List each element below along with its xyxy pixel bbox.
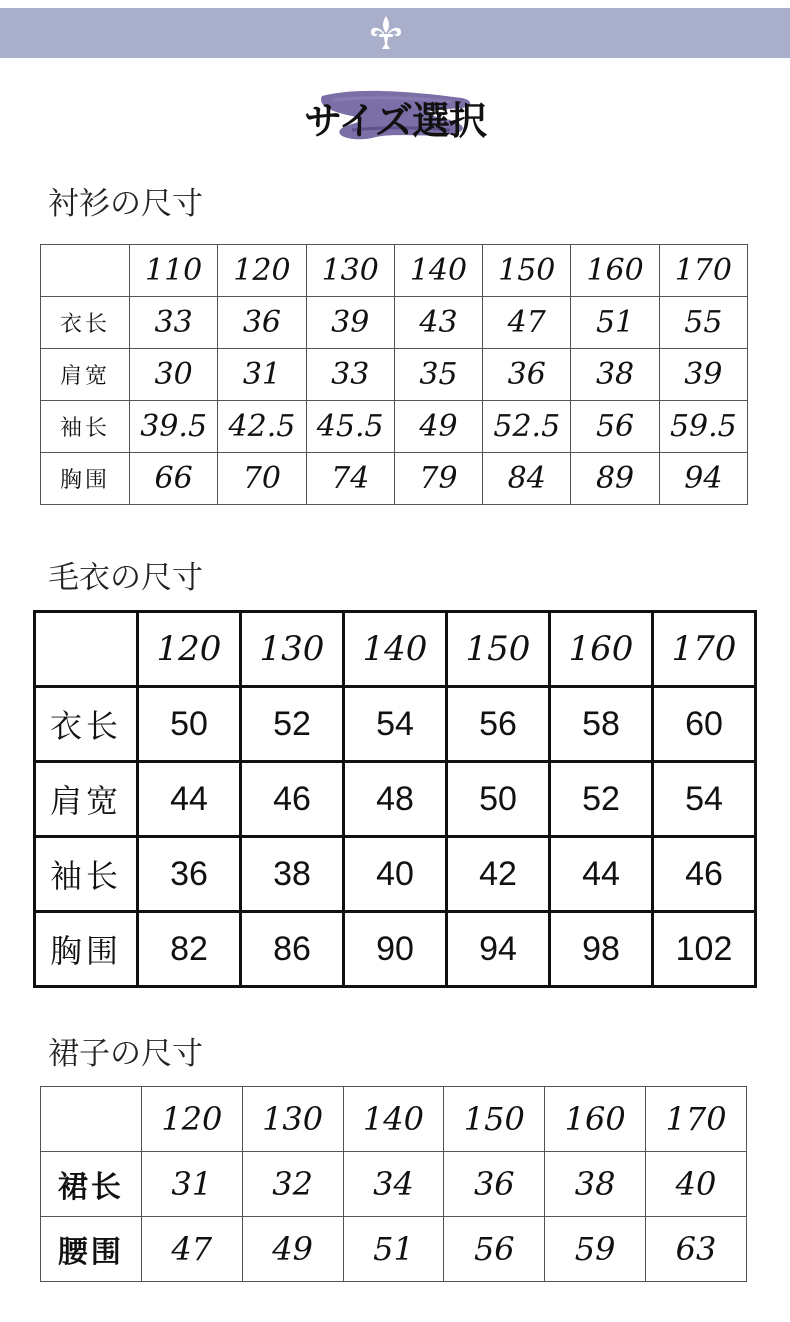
table-row	[41, 1217, 747, 1282]
table-cell: 31	[218, 349, 306, 401]
fleur-de-lis-icon	[366, 13, 406, 53]
table-cell: 36	[218, 297, 306, 349]
size-header: 160	[545, 1087, 646, 1152]
table-row	[41, 349, 748, 401]
page-title-area	[0, 80, 790, 150]
size-header: 150	[444, 1087, 545, 1152]
row-label: 袖长	[41, 401, 130, 453]
table-cell: 70	[218, 453, 306, 505]
table-cell: 32	[242, 1152, 343, 1217]
row-label: 裙长	[41, 1152, 142, 1217]
table-cell: 39	[306, 297, 394, 349]
table-cell: 34	[343, 1152, 444, 1217]
table-cell: 43	[394, 297, 482, 349]
table-cell: 38	[571, 349, 659, 401]
table-cell: 74	[306, 453, 394, 505]
table-cell: 39	[659, 349, 747, 401]
row-label: 胸围	[41, 453, 130, 505]
table-row	[35, 687, 756, 762]
size-header: 170	[659, 245, 747, 297]
table-header-row	[41, 245, 748, 297]
skirt-size-table	[40, 1086, 747, 1282]
size-header: 150	[483, 245, 571, 297]
table-cell: 36	[444, 1152, 545, 1217]
table-cell: 98	[550, 912, 653, 987]
size-header: 140	[394, 245, 482, 297]
size-header: 160	[571, 245, 659, 297]
table-cell: 40	[344, 837, 447, 912]
section-title-sweater: 毛衣の尺寸	[48, 560, 203, 596]
section-title-skirt: 裙子の尺寸	[48, 1036, 203, 1072]
table-cell: 82	[138, 912, 241, 987]
table-cell: 31	[141, 1152, 242, 1217]
table-cell: 59.5	[659, 401, 747, 453]
table-header-row	[35, 612, 756, 687]
shirt-size-table	[40, 244, 748, 505]
row-label: 胸围	[35, 912, 138, 987]
table-cell: 102	[653, 912, 756, 987]
size-header: 120	[138, 612, 241, 687]
table-cell: 30	[130, 349, 218, 401]
row-label: 衣长	[35, 687, 138, 762]
row-label: 肩宽	[41, 349, 130, 401]
table-cell: 49	[394, 401, 482, 453]
table-cell: 63	[646, 1217, 747, 1282]
table-cell: 60	[653, 687, 756, 762]
table-cell: 48	[344, 762, 447, 837]
table-cell: 56	[447, 687, 550, 762]
table-cell: 47	[483, 297, 571, 349]
table-cell: 45.5	[306, 401, 394, 453]
table-cell: 42	[447, 837, 550, 912]
table-cell: 89	[571, 453, 659, 505]
size-header: 140	[343, 1087, 444, 1152]
corner-cell	[41, 1087, 142, 1152]
table-cell: 54	[653, 762, 756, 837]
page-title: サイズ選択	[304, 99, 486, 143]
table-cell: 52	[241, 687, 344, 762]
table-cell: 36	[138, 837, 241, 912]
row-label: 袖长	[35, 837, 138, 912]
table-cell: 38	[241, 837, 344, 912]
table-cell: 55	[659, 297, 747, 349]
table-cell: 51	[343, 1217, 444, 1282]
size-header: 130	[241, 612, 344, 687]
table-cell: 46	[653, 837, 756, 912]
table-cell: 35	[394, 349, 482, 401]
table-row	[35, 762, 756, 837]
table-row	[41, 1152, 747, 1217]
table-cell: 49	[242, 1217, 343, 1282]
row-label: 衣长	[41, 297, 130, 349]
table-cell: 90	[344, 912, 447, 987]
table-cell: 46	[241, 762, 344, 837]
table-cell: 51	[571, 297, 659, 349]
table-cell: 79	[394, 453, 482, 505]
sweater-size-table	[33, 610, 757, 988]
table-cell: 44	[550, 837, 653, 912]
table-cell: 59	[545, 1217, 646, 1282]
table-cell: 66	[130, 453, 218, 505]
size-header: 120	[218, 245, 306, 297]
size-header: 160	[550, 612, 653, 687]
size-header: 110	[130, 245, 218, 297]
table-cell: 36	[483, 349, 571, 401]
table-cell: 38	[545, 1152, 646, 1217]
size-header: 170	[653, 612, 756, 687]
table-cell: 56	[571, 401, 659, 453]
size-header: 170	[646, 1087, 747, 1152]
section-title-shirt: 衬衫の尺寸	[48, 186, 203, 222]
table-cell: 58	[550, 687, 653, 762]
table-cell: 50	[138, 687, 241, 762]
table-cell: 86	[241, 912, 344, 987]
table-cell: 33	[306, 349, 394, 401]
table-cell: 39.5	[130, 401, 218, 453]
table-cell: 50	[447, 762, 550, 837]
table-header-row	[41, 1087, 747, 1152]
table-row	[35, 837, 756, 912]
table-cell: 40	[646, 1152, 747, 1217]
table-cell: 47	[141, 1217, 242, 1282]
size-header: 140	[344, 612, 447, 687]
size-header: 150	[447, 612, 550, 687]
row-label: 腰围	[41, 1217, 142, 1282]
table-row	[41, 297, 748, 349]
table-cell: 56	[444, 1217, 545, 1282]
table-cell: 54	[344, 687, 447, 762]
table-row	[35, 912, 756, 987]
corner-cell	[35, 612, 138, 687]
size-header: 130	[306, 245, 394, 297]
table-row	[41, 453, 748, 505]
table-row	[41, 401, 748, 453]
size-header: 130	[242, 1087, 343, 1152]
table-cell: 52.5	[483, 401, 571, 453]
row-label: 肩宽	[35, 762, 138, 837]
table-cell: 42.5	[218, 401, 306, 453]
header-banner	[0, 8, 790, 58]
size-header: 120	[141, 1087, 242, 1152]
table-cell: 94	[659, 453, 747, 505]
table-cell: 94	[447, 912, 550, 987]
table-cell: 44	[138, 762, 241, 837]
corner-cell	[41, 245, 130, 297]
table-cell: 52	[550, 762, 653, 837]
table-cell: 33	[130, 297, 218, 349]
table-cell: 84	[483, 453, 571, 505]
